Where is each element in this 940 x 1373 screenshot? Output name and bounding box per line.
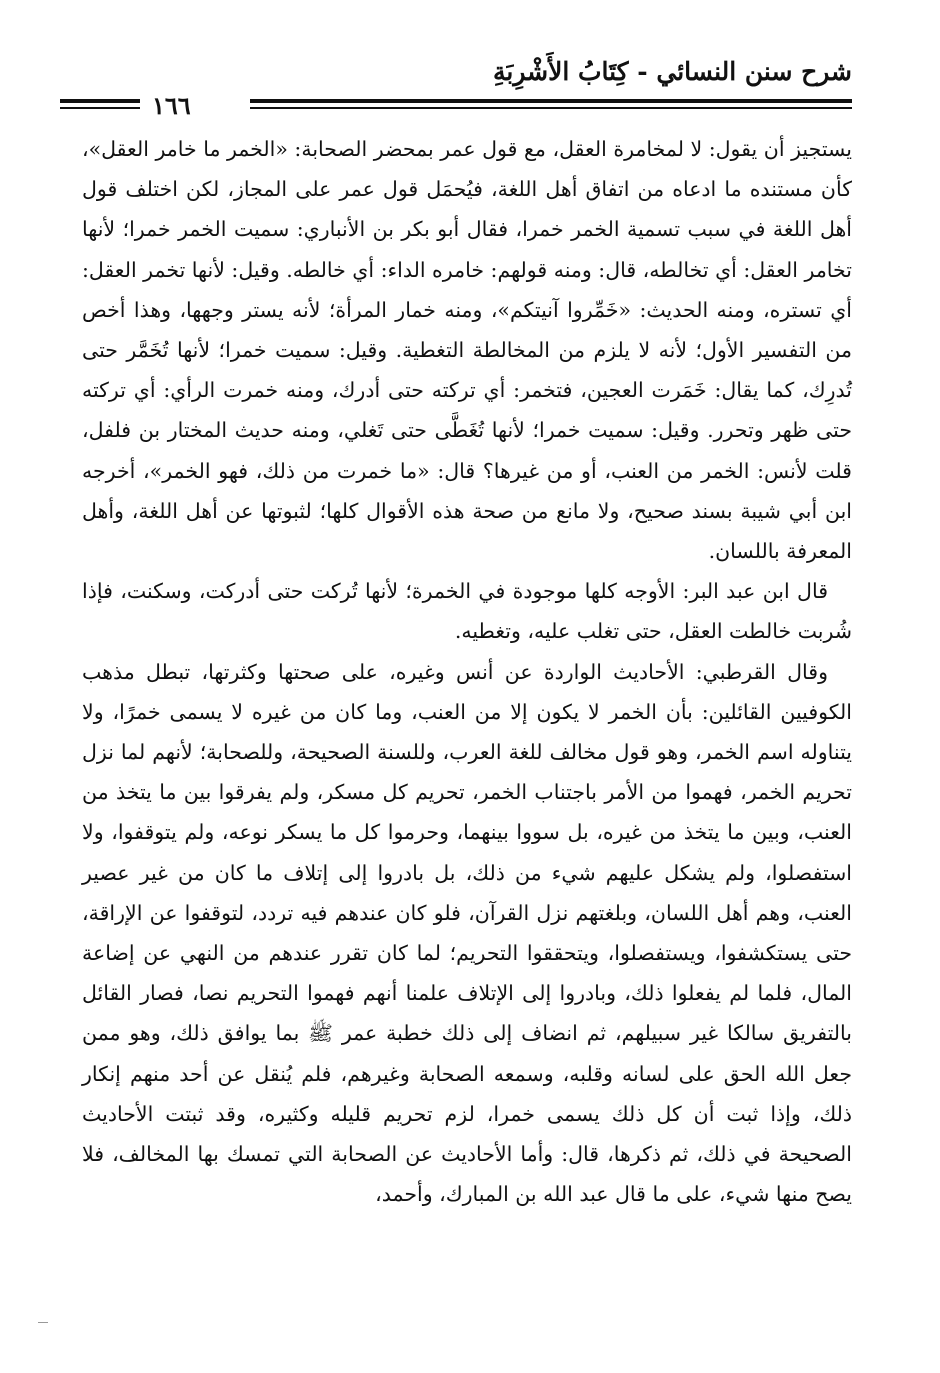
paragraph: يستجيز أن يقول: لا لمخامرة العقل، مع قول عمر بمحضر الصحابة: «الخمر ما خامر العقل»، كأن مستنده ما ادعاه من اتفاق أهل اللغة، فيُحمَل قول عمر على المجاز، لكن اختلف قول أهل اللغة في سبب تسمية الخمر خمرا، فقال أبو بكر بن الأنباري: سميت الخمر خمرا؛ لأنها تخامر العقل: أي تخالطه، قال: ومنه قولهم: خامره الداء: أي خالطه. وقيل: لأنها تخمر العقل: أي تستره، ومنه الحديث: «خَمِّروا آنيتكم»، ومنه خمار المرأة؛ لأنه يستر وجهها، وهذا أخص من التفسير الأول؛ لأنه لا يلزم من المخالطة التغطية. وقيل: سميت خمرا؛ لأنها تُخَمَّر حتى تُدرِك، كما يقال: خَمَرت العجين، فتخمر: أي تركته حتى أدرك، ومنه خمرت الرأي: أي تركته حتى ظهر وتحرر. وقيل: سميت خمرا؛ لأنها تُغَطَّى حتى تَغلي، ومنه حديث المختار بن فلفل، قلت لأنس: الخمر من العنب، أو من غيرها؟ قال: «ما خمرت من ذلك، فهو الخمر»، أخرجه ابن أبي شيبة بسند صحيح، ولا مانع من صحة هذه الأقوال كلها؛ لثبوتها عن أهل اللغة، وأهل المعرفة باللسان. — [82, 137, 852, 564]
body-text — [82, 129, 852, 1214]
margin-mark — [38, 1322, 48, 1323]
header-rule-left-thin — [60, 107, 140, 109]
page-number: ١٦٦ — [152, 91, 191, 120]
running-header — [60, 55, 852, 120]
header-rule-right — [250, 99, 852, 109]
header-rule-left — [60, 99, 140, 103]
paragraph: قال ابن عبد البر: الأوجه كلها موجودة في الخمرة؛ لأنها تُركت حتى أدركت، وسكنت، فإذا شُربت خالطت العقل، حتى تغلب عليه، وتغطيه. — [82, 579, 852, 644]
header-title: شرح سنن النسائي - كِتَابُ الأَشْرِبَةِ — [492, 57, 852, 86]
paragraph: وقال القرطبي: الأحاديث الواردة عن أنس وغيره، على صحتها وكثرتها، تبطل مذهب الكوفيين القائلين: بأن الخمر لا يكون إلا من العنب، وما كان من غيره لا يسمى خمرًا، ولا يتناوله اسم الخمر، وهو قول مخالف للغة العرب، وللسنة الصحيحة، وللصحابة؛ لأنهم لما نزل تحريم الخمر، فهموا من الأمر باجتناب الخمر، تحريم كل مسكر، ولم يفرقوا بين ما يتخذ من العنب، وبين ما يتخذ من غيره، بل سووا بينهما، وحرموا كل ما يسكر نوعه، ولم يتوقفوا، ولا استفصلوا، ولم يشكل عليهم شيء من ذلك، بل بادروا إلى إتلاف ما كان من غير عصير العنب، وهم أهل اللسان، وبلغتهم نزل القرآن، فلو كان عندهم فيه تردد، لتوقفوا عن الإراقة، حتى يستكشفوا، ويستفصلوا، ويتحققوا التحريم؛ لما كان تقرر عندهم من النهي عن إضاعة المال، فلما لم يفعلوا ذلك، وبادروا إلى الإتلاف علمنا أنهم فهموا التحريم نصا، فصار القائل بالتفريق سالكا غير سبيلهم، ثم انضاف إلى ذلك خطبة عمر ﷺ بما يوافق ذلك، وهو ممن جعل الله الحق على لسانه وقلبه، وسمعه الصحابة وغيرهم، فلم يُنقل عن أحد منهم إنكار ذلك، وإذا ثبت أن كل ذلك يسمى خمرا، لزم تحريم قليله وكثيره، وقد ثبتت الأحاديث الصحيحة في ذلك، ثم ذكرها، قال: وأما الأحاديث عن الصحابة التي تمسك بها المخالف، فلا يصح منها شيء، على ما قال عبد الله بن المبارك، وأحمد، — [82, 659, 852, 1207]
